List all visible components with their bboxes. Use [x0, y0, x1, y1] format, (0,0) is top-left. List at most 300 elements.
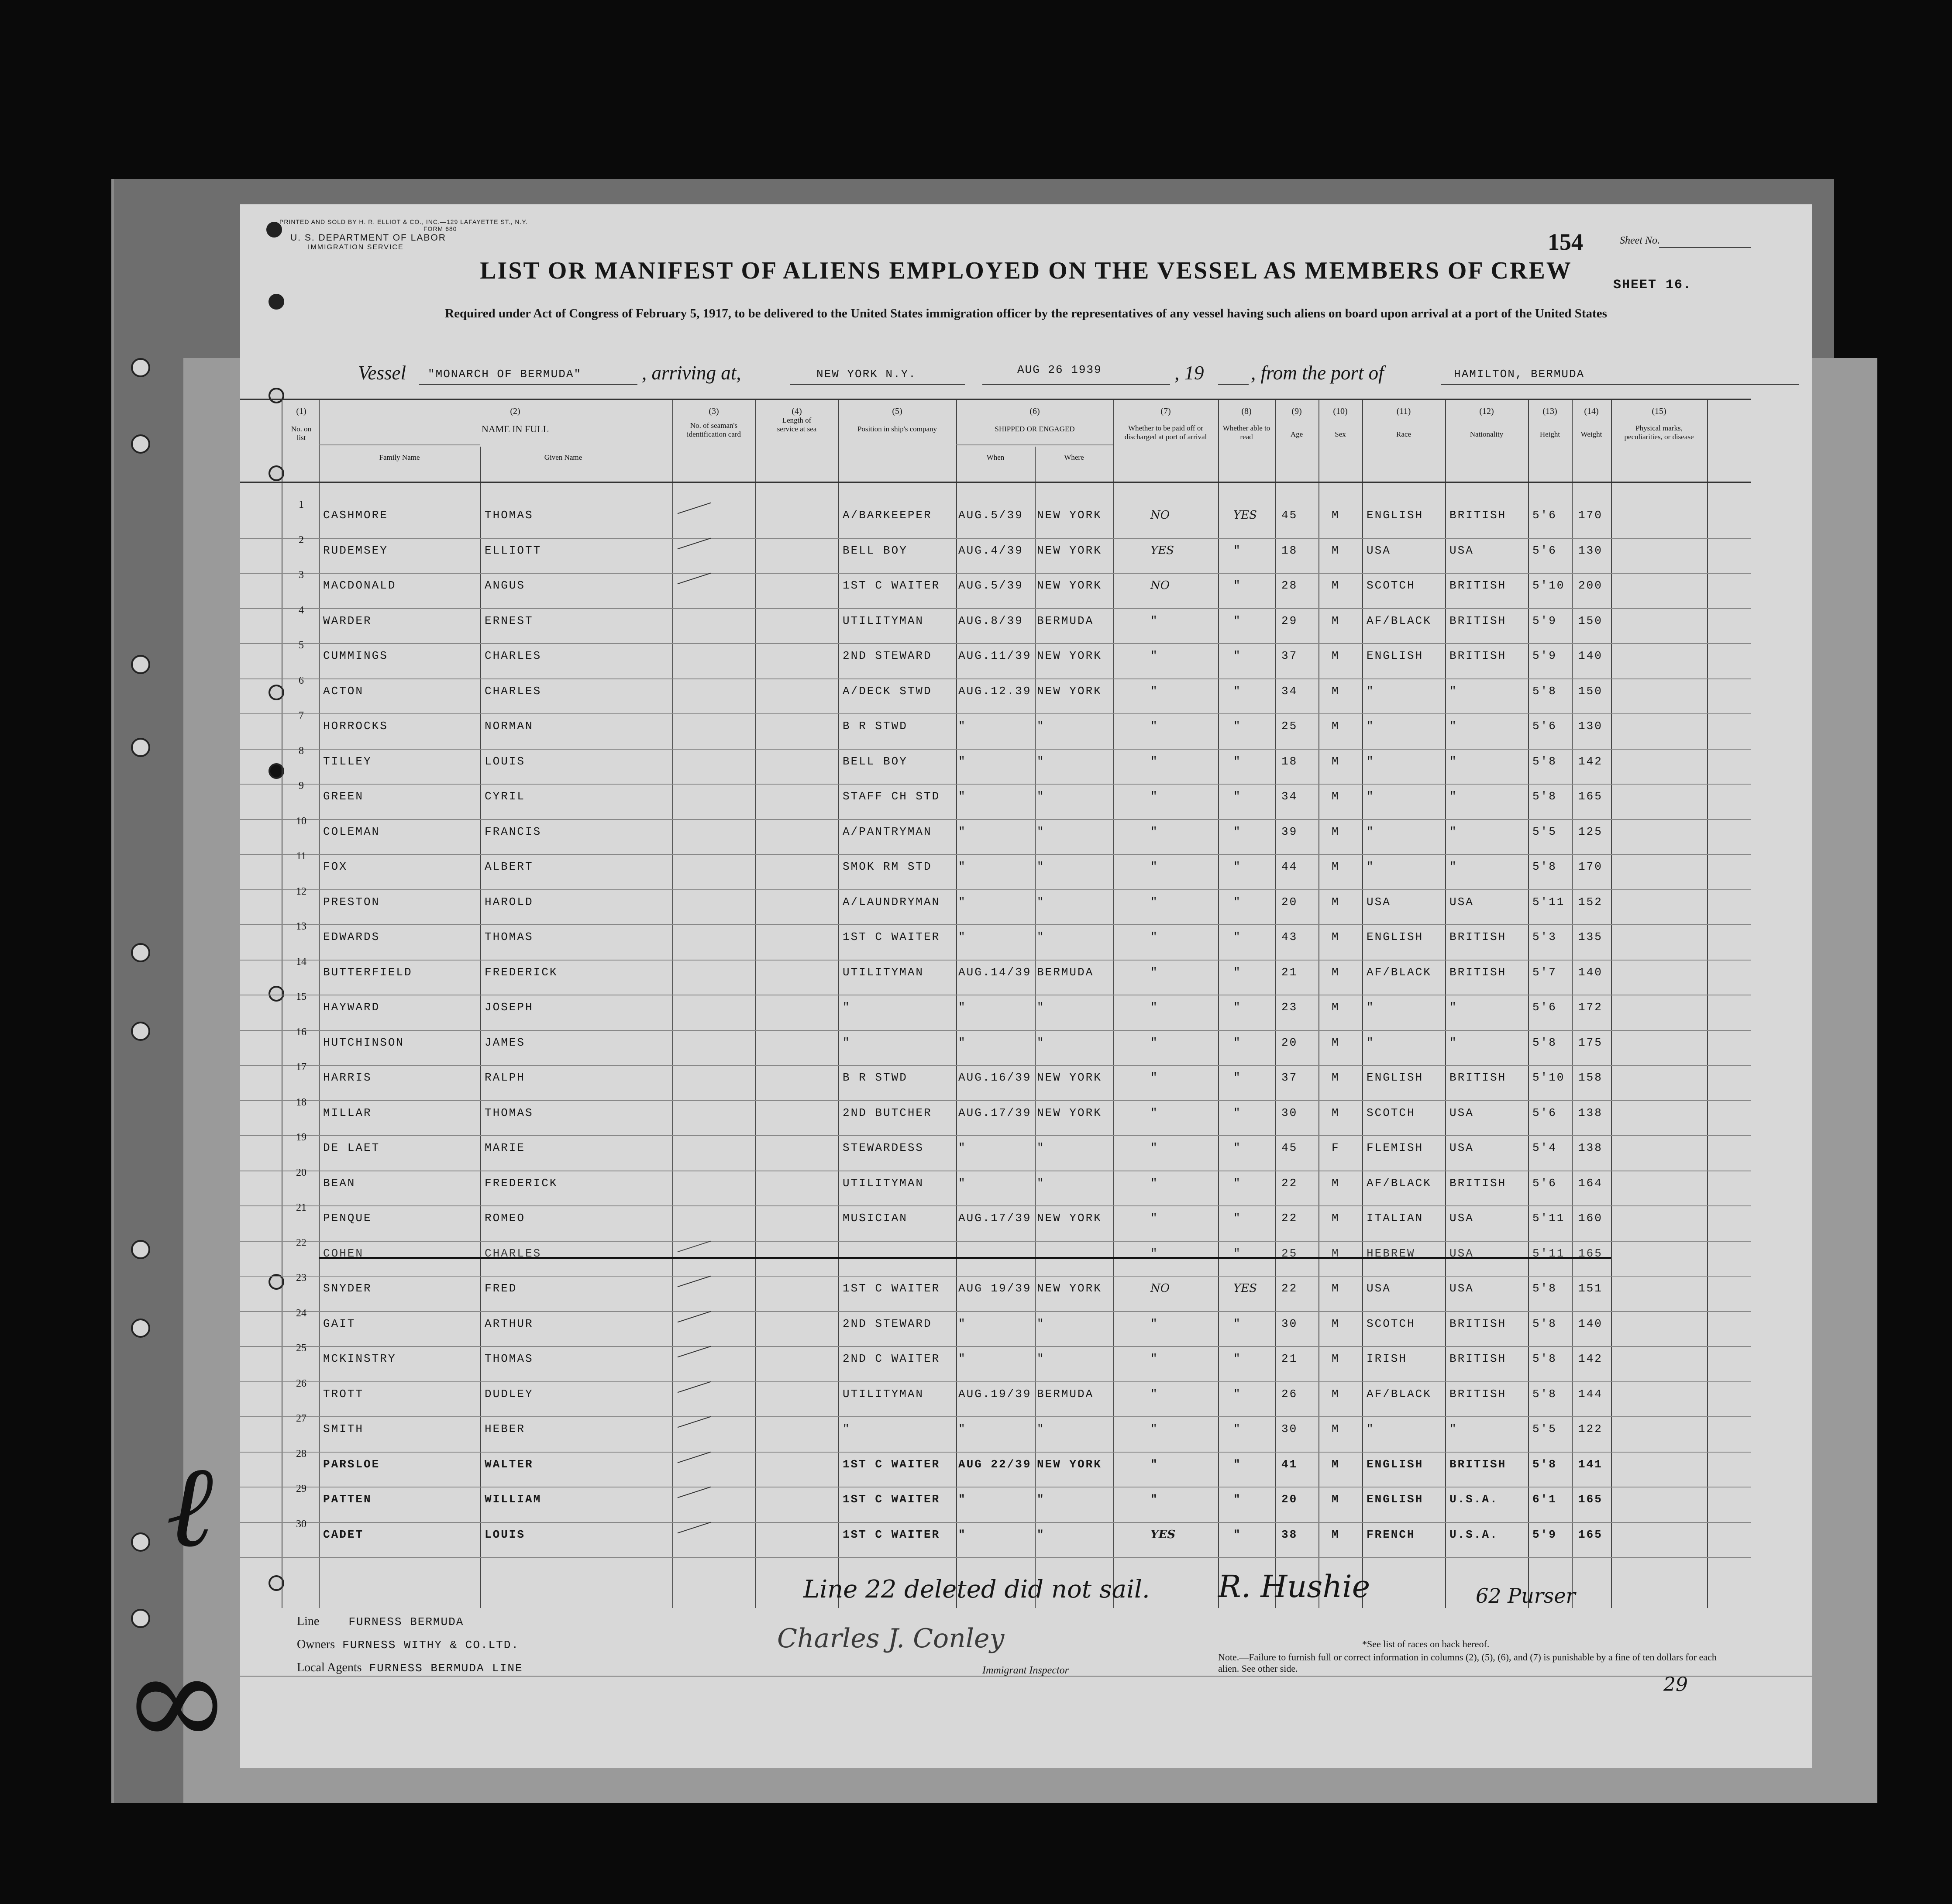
- family-name-cell: PARSLOE: [323, 1457, 380, 1471]
- able-read-cell: ": [1233, 579, 1242, 592]
- sex-cell: M: [1332, 1528, 1340, 1541]
- sex-cell: M: [1332, 1493, 1340, 1506]
- shipped-where-cell: BERMUDA: [1037, 614, 1094, 627]
- height-cell: 5'8: [1532, 1036, 1557, 1049]
- row-number-cell: 22: [296, 1237, 306, 1249]
- weight-cell: 165: [1578, 1528, 1603, 1541]
- nationality-cell: U.S.A.: [1449, 1528, 1498, 1541]
- given-name-cell: ARTHUR: [485, 1317, 534, 1330]
- id-card-tick-mark: [678, 1381, 711, 1393]
- nationality-cell: USA: [1449, 1246, 1474, 1260]
- printer-credit: [279, 218, 528, 232]
- from-port: HAMILTON, BERMUDA: [1454, 368, 1585, 381]
- nationality-cell: ": [1449, 825, 1458, 838]
- age-cell: 25: [1281, 1246, 1298, 1260]
- height-cell: 6'1: [1532, 1493, 1557, 1506]
- position-cell: A/LAUNDRYMAN: [843, 895, 940, 909]
- header-name-in-full: NAME IN FULL: [482, 423, 549, 434]
- family-name-cell: TROTT: [323, 1387, 364, 1401]
- races-note: *See list of races on back hereof.: [1362, 1639, 1490, 1649]
- subheader-rule: [956, 444, 1113, 445]
- shipped-when-cell: ": [958, 790, 967, 803]
- binder-hole-icon: [131, 1022, 150, 1041]
- row-number-cell: 21: [296, 1202, 306, 1213]
- page-count: 29: [1663, 1673, 1688, 1696]
- shipped-when-cell: AUG.14/39: [958, 965, 1032, 979]
- able-read-cell: ": [1233, 754, 1242, 768]
- race-cell: ": [1367, 684, 1375, 698]
- paid-off-cell: NO: [1150, 1282, 1170, 1295]
- paid-off-cell: ": [1150, 1141, 1159, 1154]
- weight-cell: 141: [1578, 1457, 1603, 1471]
- shipped-where-cell: ": [1037, 1176, 1045, 1190]
- sex-cell: M: [1332, 1176, 1340, 1190]
- nationality-cell: USA: [1449, 1106, 1474, 1119]
- weight-cell: 142: [1578, 1352, 1603, 1365]
- binder-hole-icon: [131, 358, 150, 377]
- shipped-where-cell: ": [1037, 895, 1045, 909]
- from-label: , from the port of: [1251, 362, 1384, 384]
- column-number: (7): [1160, 406, 1171, 416]
- weight-cell: 122: [1578, 1422, 1603, 1436]
- able-read-cell: YES: [1233, 1282, 1257, 1295]
- age-cell: 39: [1281, 825, 1298, 838]
- position-cell: 1ST C WAITER: [843, 579, 940, 592]
- position-cell: BELL BOY: [843, 544, 908, 557]
- sheet-no-line: [1659, 247, 1751, 248]
- binder-hole-icon: [131, 1240, 150, 1259]
- position-cell: A/DECK STWD: [843, 684, 932, 698]
- header-where: Where: [1064, 453, 1084, 461]
- table-row: [240, 1096, 1751, 1136]
- shipped-where-cell: NEW YORK: [1037, 1282, 1102, 1295]
- able-read-cell: ": [1233, 965, 1242, 979]
- shipped-where-cell: BERMUDA: [1037, 1387, 1094, 1401]
- able-read-cell: ": [1233, 1528, 1242, 1541]
- row-number-cell: 3: [299, 569, 304, 581]
- shipped-where-cell: ": [1037, 1001, 1045, 1014]
- paid-off-cell: ": [1150, 754, 1159, 768]
- nationality-cell: ": [1449, 684, 1458, 698]
- family-name-cell: GREEN: [323, 790, 364, 803]
- column-number: (13): [1542, 406, 1557, 416]
- sex-cell: M: [1332, 965, 1340, 979]
- paid-off-cell: ": [1150, 1457, 1159, 1471]
- paid-off-cell: ": [1150, 790, 1159, 803]
- given-name-cell: THOMAS: [485, 509, 534, 522]
- column-number: (5): [892, 406, 902, 416]
- row-number-cell: 16: [296, 1026, 306, 1038]
- race-cell: ": [1367, 1422, 1375, 1436]
- sex-cell: M: [1332, 754, 1340, 768]
- position-cell: SMOK RM STD: [843, 860, 932, 873]
- row-number-cell: 1: [299, 499, 304, 510]
- position-cell: UTILITYMAN: [843, 1176, 924, 1190]
- shipped-where-cell: NEW YORK: [1037, 1071, 1102, 1084]
- weight-cell: 172: [1578, 1001, 1603, 1014]
- weight-cell: 144: [1578, 1387, 1603, 1401]
- age-cell: 18: [1281, 754, 1298, 768]
- row-number-cell: 8: [299, 745, 304, 757]
- table-row: [240, 991, 1751, 1031]
- header-length-service: Length of service at sea: [777, 416, 817, 433]
- race-cell: ENGLISH: [1367, 649, 1424, 662]
- header-sex: Sex: [1335, 430, 1346, 438]
- able-read-cell: ": [1233, 1422, 1242, 1436]
- binder-hole-icon: [131, 434, 150, 454]
- race-cell: ENGLISH: [1367, 1457, 1424, 1471]
- position-cell: 2ND C WAITER: [843, 1352, 940, 1365]
- family-name-cell: BUTTERFIELD: [323, 965, 413, 979]
- given-name-cell: LOUIS: [485, 1528, 526, 1541]
- scribble-mark-icon: ∞: [122, 1624, 231, 1777]
- given-name-cell: CHARLES: [485, 684, 542, 698]
- shipped-where-cell: ": [1037, 1317, 1045, 1330]
- paid-off-cell: ": [1150, 895, 1159, 909]
- paid-off-cell: ": [1150, 825, 1159, 838]
- shipped-where-cell: ": [1037, 930, 1045, 943]
- arriving-port: NEW YORK N.Y.: [816, 368, 916, 381]
- paid-off-cell: ": [1150, 965, 1159, 979]
- shipped-when-cell: ": [958, 1493, 967, 1506]
- nationality-cell: ": [1449, 1036, 1458, 1049]
- nationality-cell: BRITISH: [1449, 1176, 1507, 1190]
- header-given-name: Given Name: [544, 453, 582, 461]
- weight-cell: 138: [1578, 1141, 1603, 1154]
- scribble-mark-icon: ℓ: [166, 1441, 213, 1573]
- paid-off-cell: ": [1150, 1352, 1159, 1365]
- position-cell: STAFF CH STD: [843, 790, 940, 803]
- race-cell: AF/BLACK: [1367, 614, 1432, 627]
- shipped-where-cell: ": [1037, 1141, 1045, 1154]
- height-cell: 5'9: [1532, 649, 1557, 662]
- shipped-where-cell: ": [1037, 754, 1045, 768]
- family-name-cell: PATTEN: [323, 1493, 372, 1506]
- table-row: [240, 604, 1751, 644]
- row-number-cell: 27: [296, 1413, 306, 1424]
- nationality-cell: BRITISH: [1449, 965, 1507, 979]
- form-number: FORM 680: [423, 225, 457, 232]
- nationality-cell: USA: [1449, 1282, 1474, 1295]
- sex-cell: M: [1332, 860, 1340, 873]
- footer-line: [297, 1615, 464, 1629]
- table-row: [240, 1202, 1751, 1242]
- nationality-cell: USA: [1449, 1141, 1474, 1154]
- shipped-when-cell: AUG.19/39: [958, 1387, 1032, 1401]
- able-read-cell: ": [1233, 1141, 1242, 1154]
- voyage-line: [358, 362, 1799, 388]
- able-read-cell: ": [1233, 1493, 1242, 1506]
- family-name-cell: PENQUE: [323, 1212, 372, 1225]
- arriving-label: , arriving at,: [642, 362, 741, 384]
- position-cell: 1ST C WAITER: [843, 1457, 940, 1471]
- row-number-cell: 30: [296, 1518, 306, 1530]
- header-shipped: SHIPPED OR ENGAGED: [995, 425, 1075, 433]
- shipped-where-cell: ": [1037, 860, 1045, 873]
- given-name-cell: WILLIAM: [485, 1493, 542, 1506]
- paid-off-cell: ": [1150, 684, 1159, 698]
- given-name-cell: CHARLES: [485, 1246, 542, 1260]
- height-cell: 5'4: [1532, 1141, 1557, 1154]
- paid-off-cell: YES: [1150, 544, 1174, 557]
- family-name-cell: SMITH: [323, 1422, 364, 1436]
- given-name-cell: FRED: [485, 1282, 517, 1295]
- family-name-cell: PRESTON: [323, 895, 380, 909]
- able-read-cell: ": [1233, 1246, 1242, 1260]
- shipped-where-cell: ": [1037, 1352, 1045, 1365]
- owners-value: FURNESS WITHY & CO.LTD.: [342, 1639, 519, 1652]
- race-cell: AF/BLACK: [1367, 1387, 1432, 1401]
- sex-cell: M: [1332, 649, 1340, 662]
- table-row: [240, 1061, 1751, 1101]
- given-name-cell: ROMEO: [485, 1212, 526, 1225]
- age-cell: 26: [1281, 1387, 1298, 1401]
- shipped-when-cell: ": [958, 1176, 967, 1190]
- position-cell: UTILITYMAN: [843, 1387, 924, 1401]
- header-age: Age: [1290, 430, 1303, 438]
- given-name-cell: THOMAS: [485, 1352, 534, 1365]
- column-number: (9): [1291, 406, 1302, 416]
- arrival-date: AUG 26 1939: [1017, 363, 1102, 376]
- family-name-cell: COHEN: [323, 1246, 364, 1260]
- sex-cell: M: [1332, 1071, 1340, 1084]
- weight-cell: 175: [1578, 1036, 1603, 1049]
- sex-cell: M: [1332, 1036, 1340, 1049]
- weight-cell: 158: [1578, 1071, 1603, 1084]
- paid-off-cell: ": [1150, 614, 1159, 627]
- sex-cell: M: [1332, 720, 1340, 733]
- shipped-when-cell: AUG.17/39: [958, 1106, 1032, 1119]
- id-card-tick-mark: [678, 1416, 711, 1428]
- paid-off-cell: ": [1150, 720, 1159, 733]
- shipped-where-cell: NEW YORK: [1037, 509, 1102, 522]
- header-rule: [240, 399, 1751, 400]
- height-cell: 5'11: [1532, 1246, 1565, 1260]
- id-card-tick-mark: [678, 1346, 711, 1358]
- table-row: [240, 1377, 1751, 1418]
- height-cell: 5'6: [1532, 720, 1557, 733]
- position-cell: A/BARKEEPER: [843, 509, 932, 522]
- height-cell: 5'6: [1532, 1106, 1557, 1119]
- weight-cell: 138: [1578, 1106, 1603, 1119]
- race-cell: HEBREW: [1367, 1246, 1415, 1260]
- nationality-cell: BRITISH: [1449, 649, 1507, 662]
- header-weight: Weight: [1580, 430, 1602, 438]
- nationality-cell: USA: [1449, 544, 1474, 557]
- shipped-where-cell: BERMUDA: [1037, 965, 1094, 979]
- id-card-tick-mark: [678, 1311, 711, 1322]
- vessel-name: "MONARCH OF BERMUDA": [428, 368, 582, 381]
- row-number-cell: 2: [299, 534, 304, 546]
- age-cell: 45: [1281, 1141, 1298, 1154]
- age-cell: 37: [1281, 1071, 1298, 1084]
- position-cell: MUSICIAN: [843, 1212, 908, 1225]
- purser-title: 62 Purser: [1476, 1584, 1576, 1608]
- age-cell: 20: [1281, 1036, 1298, 1049]
- shipped-when-cell: AUG.17/39: [958, 1212, 1032, 1225]
- shipped-where-cell: ": [1037, 1493, 1045, 1506]
- age-cell: 22: [1281, 1212, 1298, 1225]
- row-number-cell: 17: [296, 1061, 306, 1073]
- shipped-where-cell: ": [1037, 790, 1045, 803]
- sex-cell: M: [1332, 544, 1340, 557]
- race-cell: FRENCH: [1367, 1528, 1415, 1541]
- table-row: [240, 640, 1751, 679]
- weight-cell: 150: [1578, 614, 1603, 627]
- id-card-tick-mark: [678, 1240, 711, 1252]
- family-name-cell: RUDEMSEY: [323, 544, 388, 557]
- given-name-cell: NORMAN: [485, 720, 534, 733]
- position-cell: UTILITYMAN: [843, 614, 924, 627]
- table-row: [240, 710, 1751, 750]
- able-read-cell: ": [1233, 614, 1242, 627]
- nationality-cell: USA: [1449, 1212, 1474, 1225]
- age-cell: 21: [1281, 1352, 1298, 1365]
- family-name-cell: ACTON: [323, 684, 364, 698]
- row-number-cell: 26: [296, 1377, 306, 1389]
- able-read-cell: ": [1233, 1317, 1242, 1330]
- nationality-cell: BRITISH: [1449, 930, 1507, 943]
- sex-cell: M: [1332, 825, 1340, 838]
- race-cell: USA: [1367, 895, 1391, 909]
- sex-cell: M: [1332, 1212, 1340, 1225]
- age-cell: 34: [1281, 684, 1298, 698]
- able-read-cell: ": [1233, 1071, 1242, 1084]
- vessel-label: Vessel: [358, 362, 406, 384]
- column-number: (10): [1333, 406, 1348, 416]
- given-name-cell: RALPH: [485, 1071, 526, 1084]
- shipped-when-cell: ": [958, 1317, 967, 1330]
- position-cell: 1ST C WAITER: [843, 1282, 940, 1295]
- family-name-cell: COLEMAN: [323, 825, 380, 838]
- height-cell: 5'8: [1532, 790, 1557, 803]
- binder-hole-icon: [131, 943, 150, 962]
- department-name: U. S. DEPARTMENT OF LABOR: [290, 233, 446, 243]
- given-name-cell: JAMES: [485, 1036, 526, 1049]
- nationality-cell: ": [1449, 1422, 1458, 1436]
- row-number-cell: 5: [299, 640, 304, 651]
- shipped-where-cell: NEW YORK: [1037, 544, 1102, 557]
- shipped-where-cell: NEW YORK: [1037, 684, 1102, 698]
- sheet-value: SHEET 16.: [1613, 278, 1692, 293]
- weight-cell: 164: [1578, 1176, 1603, 1190]
- row-number-cell: 4: [299, 604, 304, 616]
- nationality-cell: BRITISH: [1449, 1387, 1507, 1401]
- table-row: [240, 1413, 1751, 1453]
- able-read-cell: ": [1233, 1387, 1242, 1401]
- weight-cell: 165: [1578, 790, 1603, 803]
- able-read-cell: ": [1233, 720, 1242, 733]
- id-card-tick-mark: [678, 537, 711, 549]
- age-cell: 45: [1281, 509, 1298, 522]
- punch-hole-icon: [269, 294, 284, 310]
- shipped-when-cell: ": [958, 1001, 967, 1014]
- age-cell: 25: [1281, 720, 1298, 733]
- family-name-cell: HORROCKS: [323, 720, 388, 733]
- table-row: [240, 1343, 1751, 1382]
- position-cell: ": [843, 1422, 851, 1436]
- given-name-cell: ALBERT: [485, 860, 534, 873]
- position-cell: 2ND BUTCHER: [843, 1106, 932, 1119]
- given-name-cell: ELLIOTT: [485, 544, 542, 557]
- table-row: [240, 1167, 1751, 1207]
- age-cell: 20: [1281, 895, 1298, 909]
- nationality-cell: BRITISH: [1449, 509, 1507, 522]
- height-cell: 5'8: [1532, 1282, 1557, 1295]
- shipped-when-cell: AUG.4/39: [958, 544, 1023, 557]
- weight-cell: 160: [1578, 1212, 1603, 1225]
- nationality-cell: U.S.A.: [1449, 1493, 1498, 1506]
- row-number-cell: 10: [296, 815, 306, 827]
- header-no-on-list: No. on list: [291, 425, 312, 442]
- able-read-cell: ": [1233, 544, 1242, 557]
- column-number: (6): [1029, 406, 1040, 416]
- family-name-cell: WARDER: [323, 614, 372, 627]
- race-cell: USA: [1367, 1282, 1391, 1295]
- paid-off-cell: NO: [1150, 509, 1170, 522]
- height-cell: 5'9: [1532, 1528, 1557, 1541]
- nationality-cell: ": [1449, 1001, 1458, 1014]
- row-number-cell: 7: [299, 710, 304, 721]
- paid-off-cell: ": [1150, 1001, 1159, 1014]
- given-name-cell: HEBER: [485, 1422, 526, 1436]
- shipped-when-cell: ": [958, 1422, 967, 1436]
- family-name-cell: CASHMORE: [323, 509, 388, 522]
- height-cell: 5'10: [1532, 579, 1565, 592]
- header-able-read: Whether able to read: [1222, 424, 1270, 441]
- age-cell: 37: [1281, 649, 1298, 662]
- footer-owners: [297, 1638, 519, 1652]
- weight-cell: 200: [1578, 579, 1603, 592]
- position-cell: BELL BOY: [843, 754, 908, 768]
- column-number: (1): [296, 406, 306, 416]
- table-row: [240, 1307, 1751, 1347]
- position-cell: 2ND STEWARD: [843, 1317, 932, 1330]
- family-name-cell: BEAN: [323, 1176, 356, 1190]
- given-name-cell: HAROLD: [485, 895, 534, 909]
- line-value: FURNESS BERMUDA: [348, 1615, 464, 1629]
- row-number-cell: 15: [296, 991, 306, 1002]
- date-underline: [982, 384, 1170, 385]
- height-cell: 5'8: [1532, 1457, 1557, 1471]
- id-card-tick-mark: [678, 1276, 711, 1288]
- binder-hole-icon: [131, 1319, 150, 1338]
- row-number-cell: 20: [296, 1167, 306, 1178]
- shipped-when-cell: AUG.16/39: [958, 1071, 1032, 1084]
- height-cell: 5'11: [1532, 1212, 1565, 1225]
- page-title: LIST OR MANIFEST OF ALIENS EMPLOYED ON THE VESSEL AS MEMBERS OF CREW: [480, 257, 1572, 284]
- paid-off-cell: NO: [1150, 579, 1170, 592]
- column-number: (8): [1241, 406, 1252, 416]
- deleted-line-note: Line 22 deleted did not sail.: [803, 1575, 1150, 1604]
- able-read-cell: ": [1233, 860, 1242, 873]
- weight-cell: 135: [1578, 930, 1603, 943]
- sex-cell: M: [1332, 1246, 1340, 1260]
- height-cell: 5'8: [1532, 1317, 1557, 1330]
- shipped-where-cell: NEW YORK: [1037, 1212, 1102, 1225]
- race-cell: ": [1367, 1036, 1375, 1049]
- family-name-cell: HARRIS: [323, 1071, 372, 1084]
- row-number-cell: 14: [296, 956, 306, 967]
- binder-hole-icon: [131, 1532, 150, 1552]
- given-name-cell: ERNEST: [485, 614, 534, 627]
- shipped-when-cell: ": [958, 1141, 967, 1154]
- able-read-cell: ": [1233, 1001, 1242, 1014]
- height-cell: 5'5: [1532, 1422, 1557, 1436]
- race-cell: AF/BLACK: [1367, 965, 1432, 979]
- race-cell: ": [1367, 860, 1375, 873]
- given-name-cell: THOMAS: [485, 1106, 534, 1119]
